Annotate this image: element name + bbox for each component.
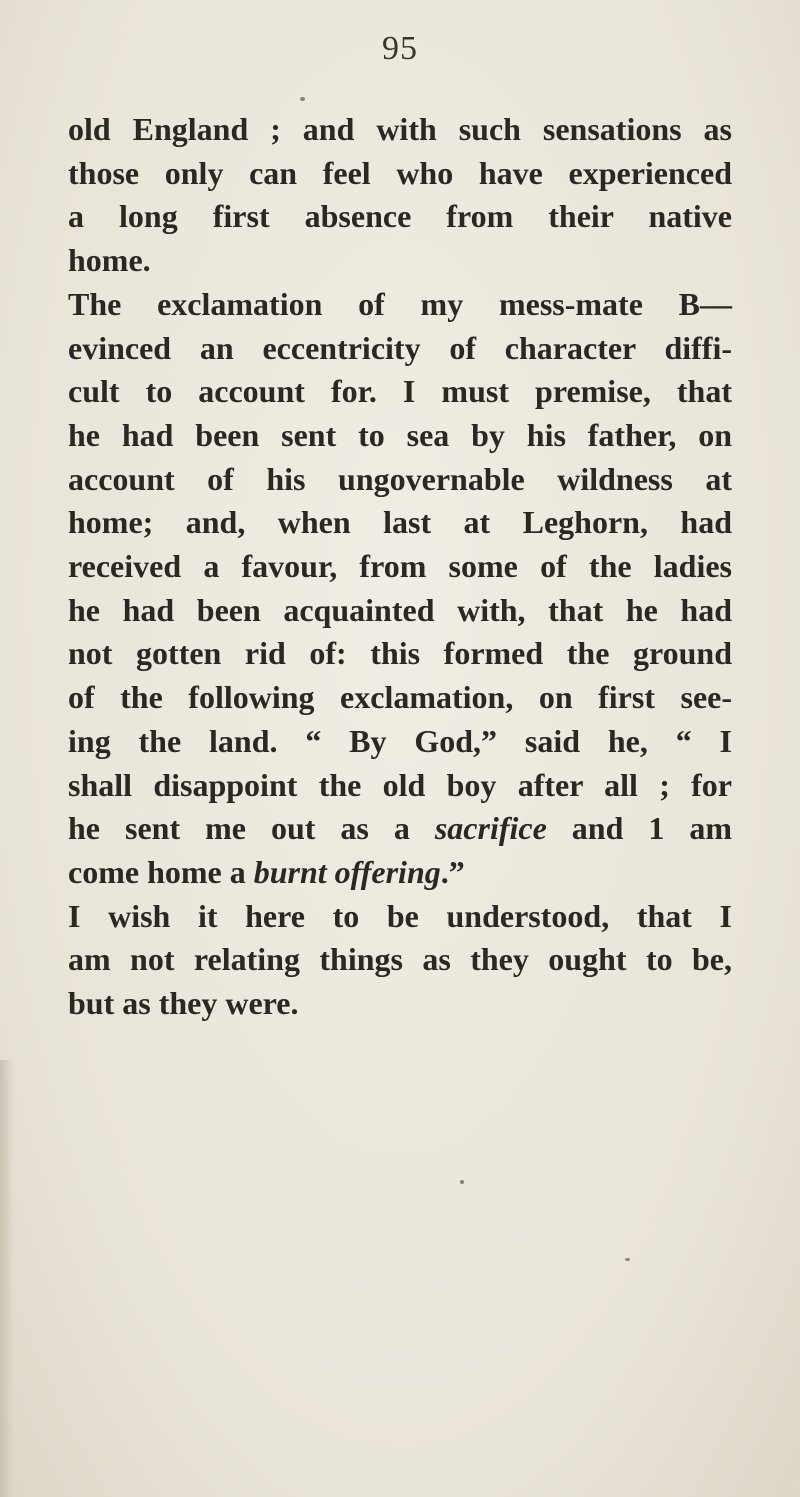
italic-word: sacrifice (434, 810, 547, 847)
italic-phrase: burnt offering (253, 853, 441, 890)
text-line: old England ; and with such sensations as (68, 111, 732, 147)
text-line: received a favour, from some of the ladies (68, 548, 732, 585)
text-line: of the following exclamation, on first see- (68, 679, 732, 716)
text-line: a long first absence from their native (68, 198, 732, 235)
text-line: account of his ungovernable wildness at (68, 460, 732, 497)
paper-speck (300, 97, 305, 101)
text-line: he had been acquainted with, that he had (68, 591, 732, 628)
text-line: cult to account for. I must premise, that (68, 373, 732, 410)
page-number: 95 (382, 30, 418, 67)
text-line: those only can feel who have experienced (68, 154, 732, 191)
text-line (68, 851, 732, 895)
text-line: I wish it here to be understood, that I (68, 897, 732, 934)
text-line: but as they were. (68, 985, 299, 1022)
text-segment: and 1 am (546, 810, 733, 847)
text-line: evinced an eccentricity of character diffi- (68, 329, 732, 366)
text-segment: he sent me out as a (68, 810, 435, 847)
paper-speck (625, 1258, 630, 1261)
text-line: am not relating things as they ought to be, (68, 941, 732, 978)
text-line: The exclamation of my mess-mate B— (68, 285, 732, 322)
text-line (68, 807, 732, 851)
page-edge-shadow (0, 1060, 14, 1497)
text-line: home; and, when last at Leghorn, had (68, 504, 732, 541)
text-line: shall disappoint the old boy after all ; for (68, 766, 732, 803)
text-segment: .” (440, 853, 465, 890)
text-segment: come home a (68, 853, 254, 890)
body-text (68, 108, 732, 1026)
text-line: not gotten rid of: this formed the ground (68, 635, 732, 672)
text-line: home. (68, 242, 151, 279)
text-line: ing the land. “ By God,” said he, “ I (68, 722, 732, 759)
text-line: he had been sent to sea by his father, on (68, 416, 732, 453)
paper-speck (460, 1180, 464, 1184)
